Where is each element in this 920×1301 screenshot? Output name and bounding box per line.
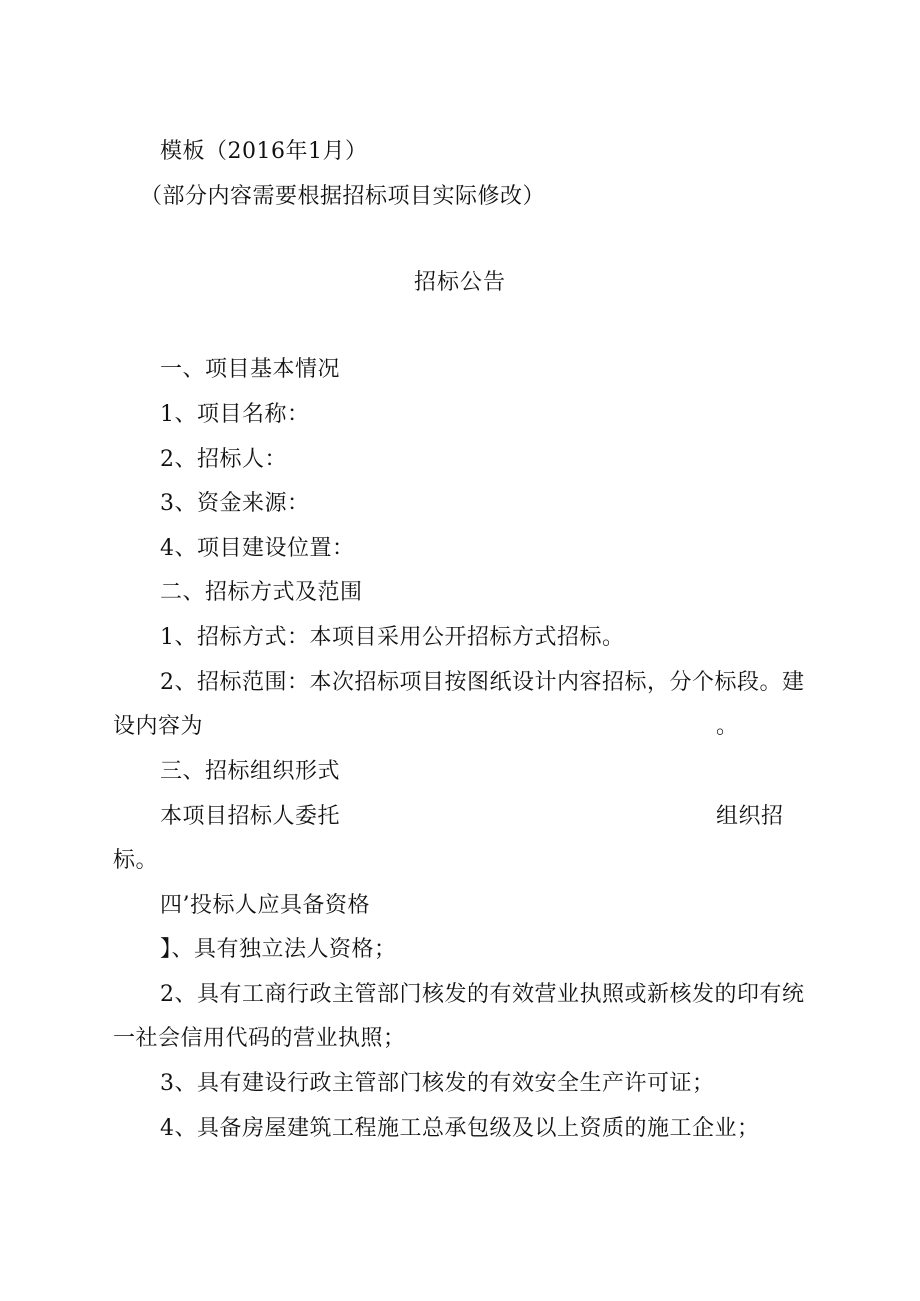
paragraph: 标。: [113, 848, 159, 873]
list-item: 2、招标人：: [160, 447, 287, 472]
list-item: 】、具有独立法人资格；: [160, 937, 397, 962]
section-heading: 二、招标方式及范围: [160, 580, 363, 605]
list-item: 2、具有工商行政主管部门核发的有效营业执照或新核发的印有统: [160, 982, 805, 1007]
list-item: 1、项目名称：: [160, 402, 310, 427]
paragraph: 本项目招标人委托: [160, 804, 341, 829]
list-item: 4、项目建设位置：: [160, 536, 355, 561]
list-item: 一社会信用代码的营业执照；: [113, 1026, 406, 1051]
list-item: 3、具有建设行政主管部门核发的有效安全生产许可证；: [160, 1071, 715, 1096]
paragraph-end: 。: [716, 714, 739, 739]
paragraph: 设内容为: [113, 714, 204, 739]
section-heading: 三、招标组织形式: [160, 759, 341, 784]
document-title: 招标公告: [413, 270, 506, 295]
modify-note: （部分内容需要根据招标项目实际修改）: [140, 184, 546, 209]
section-heading: 一、项目基本情况: [160, 357, 341, 382]
paragraph: 1、招标方式：本项目采用公开招标方式招标。: [160, 625, 625, 650]
section-heading: 四’投标人应具备资格: [160, 893, 370, 918]
template-note: 模板（2016年1月）: [160, 139, 368, 164]
paragraph: 2、招标范围：本次招标项目按图纸设计内容招标，分个标段。建: [160, 670, 805, 695]
list-item: 4、具备房屋建筑工程施工总承包级及以上资质的施工企业；: [160, 1116, 760, 1141]
list-item: 3、资金来源：: [160, 491, 310, 516]
paragraph: 组织招: [716, 804, 784, 829]
